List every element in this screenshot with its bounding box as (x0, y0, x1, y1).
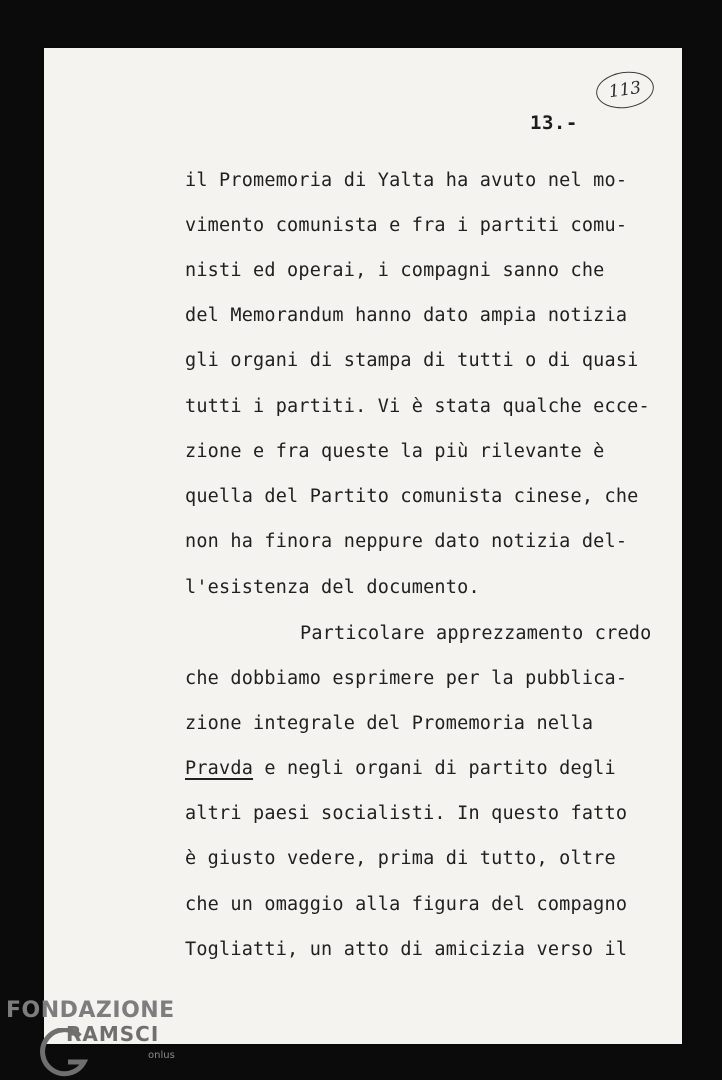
text-line: il Promemoria di Yalta ha avuto nel mo- (185, 170, 628, 191)
text-line: gli organi di stampa di tutti o di quasi (185, 350, 639, 371)
text-line: altri paesi socialisti. In questo fatto (185, 803, 628, 824)
text-line: non ha finora neppure dato notizia del- (185, 531, 628, 552)
text-line: quella del Partito comunista cinese, che (185, 486, 639, 507)
watermark-line2: RAMSCI (66, 1022, 160, 1046)
text-line: è giusto vedere, prima di tutto, oltre (185, 848, 616, 869)
text-line: del Memorandum hanno dato ampia notizia (185, 305, 628, 326)
page-number: 13.- (530, 112, 578, 134)
underlined-word: Pravda (185, 758, 254, 779)
text-line: nisti ed operai, i compagni sanno che (185, 260, 605, 281)
text-line-rest: e negli organi di partito degli (253, 758, 616, 779)
text-line: Particolare apprezzamento credo (300, 623, 652, 644)
text-line: l'esistenza del documento. (185, 577, 480, 598)
archive-number-text: 113 (607, 77, 643, 103)
text-line (185, 755, 616, 783)
text-line: Togliatti, un atto di amicizia verso il (185, 939, 628, 960)
text-line: che un omaggio alla figura del compagno (185, 894, 628, 915)
text-line: zione integrale del Promemoria nella (185, 713, 594, 734)
text-line: vimento comunista e fra i partiti comu- (185, 215, 628, 236)
watermark-suffix: onlus (148, 1050, 175, 1061)
watermark-line1: FONDAZIONE (6, 998, 175, 1023)
watermark-logo (6, 998, 206, 1078)
text-line: tutti i partiti. Vi è stata qualche ecce- (185, 396, 650, 417)
text-line: zione e fra queste la più rilevante è (185, 441, 605, 462)
text-line: che dobbiamo esprimere per la pubblica- (185, 668, 628, 689)
